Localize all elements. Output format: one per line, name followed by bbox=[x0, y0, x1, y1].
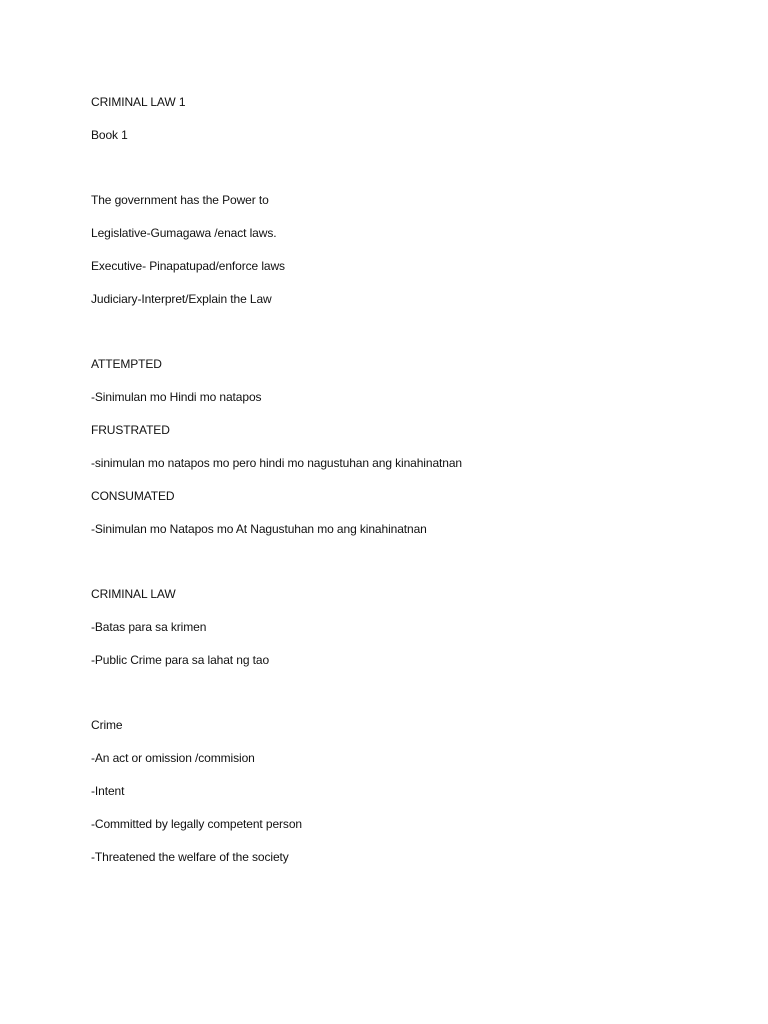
criminal-law-item: -Public Crime para sa lahat ng tao bbox=[91, 653, 270, 667]
attempted-description: -Sinimulan mo Hindi mo natapos bbox=[91, 390, 262, 404]
power-executive: Executive- Pinapatupad/enforce laws bbox=[91, 259, 285, 273]
crime-item: -Threatened the welfare of the society bbox=[91, 850, 289, 864]
heading-frustrated: FRUSTRATED bbox=[91, 423, 170, 437]
consumated-description: -Sinimulan mo Natapos mo At Nagustuhan mo ang kinahinatnan bbox=[91, 522, 427, 536]
crime-item: -Intent bbox=[91, 784, 125, 798]
book-label: Book 1 bbox=[91, 128, 128, 142]
heading-attempted: ATTEMPTED bbox=[91, 357, 162, 371]
crime-item: -An act or omission /commision bbox=[91, 751, 255, 765]
heading-consumated: CONSUMATED bbox=[91, 489, 175, 503]
document-title: CRIMINAL LAW 1 bbox=[91, 95, 186, 109]
power-legislative: Legislative-Gumagawa /enact laws. bbox=[91, 226, 277, 240]
frustrated-description: -sinimulan mo natapos mo pero hindi mo nagustuhan ang kinahinatnan bbox=[91, 456, 462, 470]
heading-crime: Crime bbox=[91, 718, 123, 732]
heading-criminal-law: CRIMINAL LAW bbox=[91, 587, 176, 601]
power-judiciary: Judiciary-Interpret/Explain the Law bbox=[91, 292, 272, 306]
government-intro: The government has the Power to bbox=[91, 193, 269, 207]
crime-item: -Committed by legally competent person bbox=[91, 817, 302, 831]
criminal-law-item: -Batas para sa krimen bbox=[91, 620, 207, 634]
